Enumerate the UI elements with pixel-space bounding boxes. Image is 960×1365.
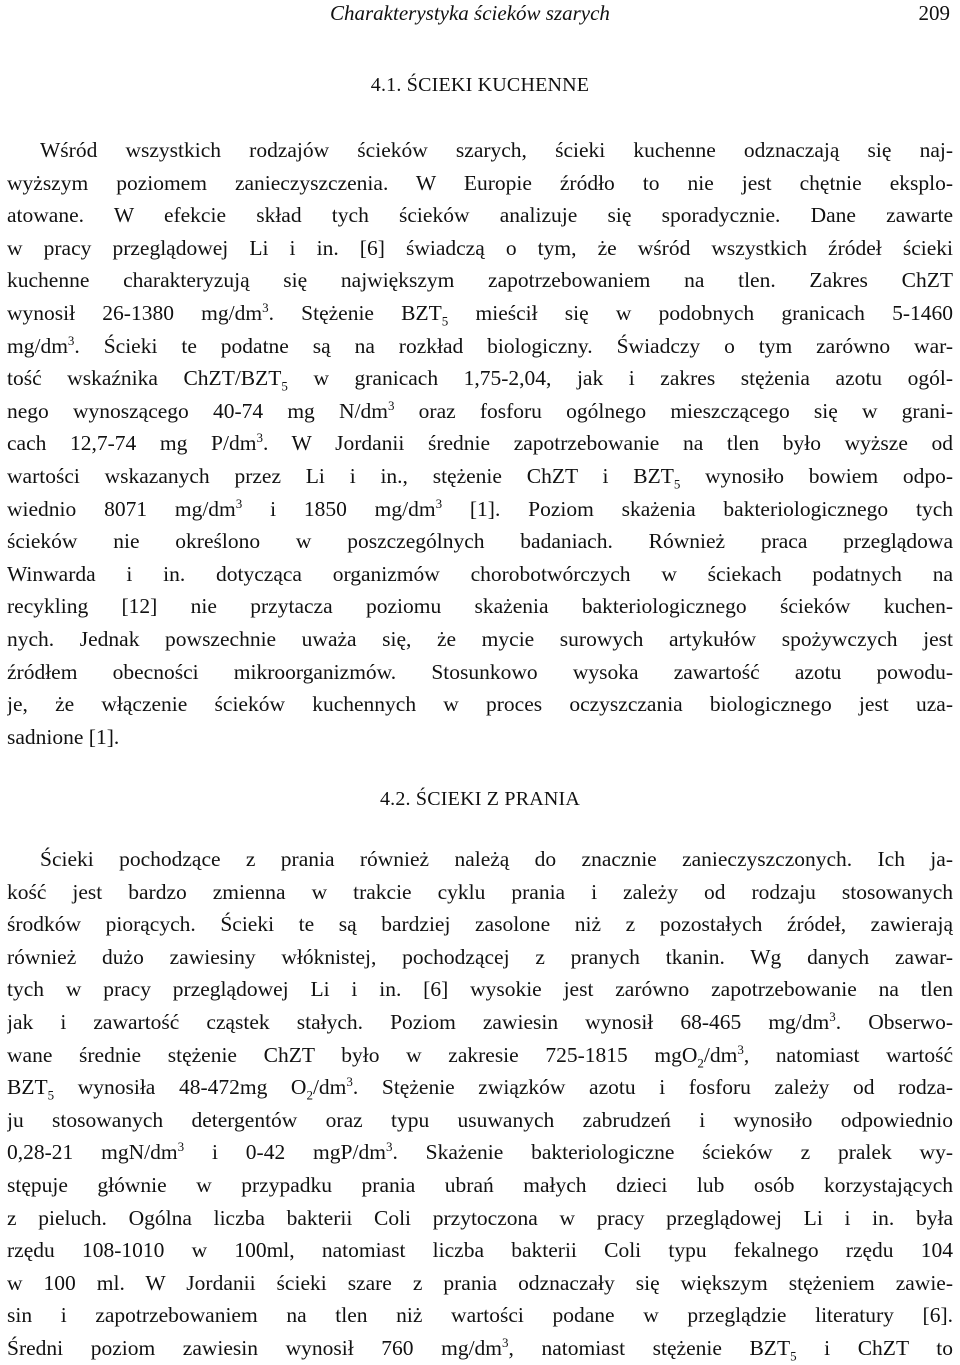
text-line xyxy=(7,1071,953,1104)
text-run: wynosiło bowiem odpo- xyxy=(680,463,953,488)
text-run: recykling [12] nie przytacza poziomu skażenia bakteriologicznego ścieków kuchen- xyxy=(7,594,953,619)
text-run: środków piorących. Ścieki te są bardziej zasolone niż z pozostałych źródeł, zawierają xyxy=(7,912,953,937)
text-run: tość wskaźnika ChZT/BZT xyxy=(7,366,282,391)
text-line xyxy=(7,1006,953,1039)
superscript: 3 xyxy=(346,1074,353,1089)
text-line xyxy=(7,1332,953,1365)
text-line xyxy=(7,656,953,689)
superscript: 3 xyxy=(235,495,243,511)
text-line xyxy=(7,688,953,721)
text-line xyxy=(7,590,953,623)
text-line xyxy=(7,297,953,330)
text-run: . Stężenie BZT xyxy=(268,300,442,325)
subscript: 5 xyxy=(790,1348,797,1364)
running-header xyxy=(330,0,950,26)
subscript: 5 xyxy=(281,378,288,394)
text-line xyxy=(7,525,953,558)
text-run: cach 12,7-74 mg P/dm xyxy=(7,431,257,456)
superscript: 3 xyxy=(737,1041,744,1057)
text-run: . Obserwo- xyxy=(835,1009,953,1034)
text-run: /dm xyxy=(703,1042,738,1067)
text-run: 0,28-21 mgN/dm xyxy=(7,1140,178,1165)
subscript: 5 xyxy=(673,476,681,492)
text-line xyxy=(7,843,953,876)
text-run: mieścił się w podobnych granicach 5-1460 xyxy=(448,300,953,325)
text-run: źródłem obecności mikroorganizmów. Stosunkowo wysoka zawartość azotu powodu- xyxy=(7,659,953,684)
text-line xyxy=(7,623,953,656)
text-line xyxy=(7,134,953,167)
superscript: 3 xyxy=(385,1139,393,1155)
text-run: Winwarda i in. dotycząca organizmów chorobotwórczych w ściekach podatnych na xyxy=(7,561,953,586)
text-line xyxy=(7,232,953,265)
text-line xyxy=(7,330,953,363)
text-run: Wśród wszystkich rodzajów ścieków szarych, ścieki kuchenne odznaczają się naj- xyxy=(40,138,953,162)
text-line xyxy=(7,973,953,1006)
text-run: Ścieki pochodzące z prania również należą do znacznie zanieczyszczonych. Ich ja- xyxy=(40,847,953,871)
text-run: mg/dm xyxy=(7,333,68,358)
text-line xyxy=(7,1104,953,1137)
text-line xyxy=(7,1267,953,1300)
text-run: ścieków nie określono w poszczególnych badaniach. Również praca przeglądowa xyxy=(7,529,953,554)
subscript: 5 xyxy=(47,1087,55,1103)
text-run: jak i zawartość cząstek stałych. Poziom zawiesin wynosił 68-465 mg/dm xyxy=(7,1009,830,1034)
superscript: 3 xyxy=(256,430,263,446)
text-run: wiednio 8071 mg/dm xyxy=(7,496,236,521)
text-line xyxy=(7,1136,953,1169)
superscript: 3 xyxy=(177,1139,185,1155)
text-run: . W Jordanii średnie zapotrzebowanie na tlen było wyższe od xyxy=(262,431,953,456)
text-run: i ChZT to xyxy=(796,1335,953,1360)
text-run: sin i zapotrzebowaniem na tlen niż wartości podane w przeglądzie literatury [6]. xyxy=(7,1303,953,1328)
text-run: oraz fosforu ogólnego mieszczącego się w grani- xyxy=(394,398,953,423)
text-line xyxy=(7,427,953,460)
text-line xyxy=(7,908,953,941)
section-heading-kitchen: 4.1. ŚCIEKI KUCHENNE xyxy=(370,74,590,96)
text-run: i 0-42 mgP/dm xyxy=(184,1140,386,1165)
subscript: 2 xyxy=(306,1087,313,1103)
text-run: wyższym poziomem zanieczyszczenia. W Europie źródło to nie jest chętnie eksplo- xyxy=(7,170,953,195)
superscript: 3 xyxy=(387,397,395,413)
text-line xyxy=(7,1299,953,1332)
text-run: . Ścieki te podatne są na rozkład biologiczny. Świadczy o tym zarówno war- xyxy=(74,333,953,358)
paragraph-kitchen-wastewater xyxy=(7,134,953,753)
superscript: 3 xyxy=(829,1008,836,1024)
text-line xyxy=(7,460,953,493)
text-run: w pracy przeglądowej Li i in. [6] świadczą o tym, że wśród wszystkich źródeł ścieki xyxy=(7,235,953,260)
text-run: [1]. Poziom skażenia bakteriologicznego tych xyxy=(442,496,953,521)
text-line xyxy=(7,167,953,200)
text-line xyxy=(7,362,953,395)
subscript: 2 xyxy=(697,1054,704,1070)
text-line xyxy=(7,493,953,526)
text-run: nych. Jednak powszechnie uważa się, że mycie surowych artykułów spożywczych jest xyxy=(7,626,953,651)
superscript: 3 xyxy=(435,495,443,511)
text-run: stępuje głównie w przypadku prania ubrań małych dzieci lub osób korzystających xyxy=(7,1172,953,1197)
text-line xyxy=(7,264,953,297)
text-run: wynosiła 48-472mg O xyxy=(54,1075,307,1100)
text-run: wartości wskazanych przez Li i in., stężenie ChZT i BZT xyxy=(7,463,674,488)
text-line xyxy=(7,1169,953,1202)
text-run: . Skażenie bakteriologiczne ścieków z pralek wy- xyxy=(392,1140,953,1165)
text-run: , natomiast wartość xyxy=(743,1042,953,1067)
text-run: nego wynoszącego 40-74 mg N/dm xyxy=(7,398,388,423)
text-run: kuchenne charakteryzują się największym zapotrzebowaniem na tlen. Zakres ChZT xyxy=(7,268,953,293)
text-run: w 100 ml. W Jordanii ścieki szare z prania odznaczały się większym stężeniem zawie- xyxy=(7,1270,953,1295)
section-heading-laundry: 4.2. ŚCIEKI Z PRANIA xyxy=(379,788,581,810)
text-line xyxy=(7,199,953,232)
text-run: i 1850 mg/dm xyxy=(242,496,436,521)
running-header-title: Charakterystyka ścieków szarych xyxy=(330,1,610,25)
text-run: wane średnie stężenie ChZT było w zakresie 725-1815 mgO xyxy=(7,1042,698,1067)
text-run: kość jest bardzo zmienna w trakcie cyklu prania i zależy od rodzaju stosowanych xyxy=(7,879,953,904)
text-run: sadnione [1]. xyxy=(7,724,120,749)
text-run: z pieluch. Ogólna liczba bakterii Coli przytoczona w pracy przeglądowej Li i in. była xyxy=(7,1205,953,1230)
text-run: BZT xyxy=(7,1075,48,1100)
text-line xyxy=(7,395,953,428)
page-number: 209 xyxy=(918,1,950,25)
text-run: /dm xyxy=(312,1075,347,1100)
text-line xyxy=(7,1234,953,1267)
text-line xyxy=(7,1039,953,1072)
text-run: rzędu 108-1010 w 100ml, natomiast liczba bakterii Coli typu fekalnego rzędu 104 xyxy=(7,1238,953,1263)
text-run: ju stosowanych detergentów oraz typu usuwanych zabrudzeń i wynosiło odpowiednio xyxy=(7,1107,953,1132)
text-line xyxy=(7,1202,953,1235)
subscript: 5 xyxy=(441,313,449,329)
text-run: . Stężenie związków azotu i fosforu zależy od rodza- xyxy=(352,1075,953,1100)
text-run: , natomiast stężenie BZT xyxy=(508,1335,791,1360)
text-line xyxy=(7,876,953,909)
text-run: atowane. W efekcie skład tych ścieków analizuje się sporadycznie. Dane zawarte xyxy=(7,203,953,228)
text-run: je, że włączenie ścieków kuchennych w proces oczyszczania biologicznego jest uza- xyxy=(7,692,953,717)
text-run: również dużo zawiesiny włóknistej, pochodzącej z pranych tkanin. Wg danych zawar- xyxy=(7,944,953,969)
text-run: w granicach 1,75-2,04, jak i zakres stężenia azotu ogól- xyxy=(287,366,953,391)
superscript: 3 xyxy=(502,1334,509,1350)
text-line xyxy=(7,558,953,591)
text-run: tych w pracy przeglądowej Li i in. [6] wysokie jest zarówno zapotrzebowanie na tlen xyxy=(7,977,953,1002)
superscript: 3 xyxy=(67,332,75,348)
text-line xyxy=(7,721,953,754)
superscript: 3 xyxy=(262,299,269,315)
text-line xyxy=(7,941,953,974)
text-run: Średni poziom zawiesin wynosił 760 mg/dm xyxy=(7,1335,503,1360)
text-run: wynosił 26-1380 mg/dm xyxy=(7,300,263,325)
paragraph-laundry-wastewater xyxy=(7,843,953,1365)
